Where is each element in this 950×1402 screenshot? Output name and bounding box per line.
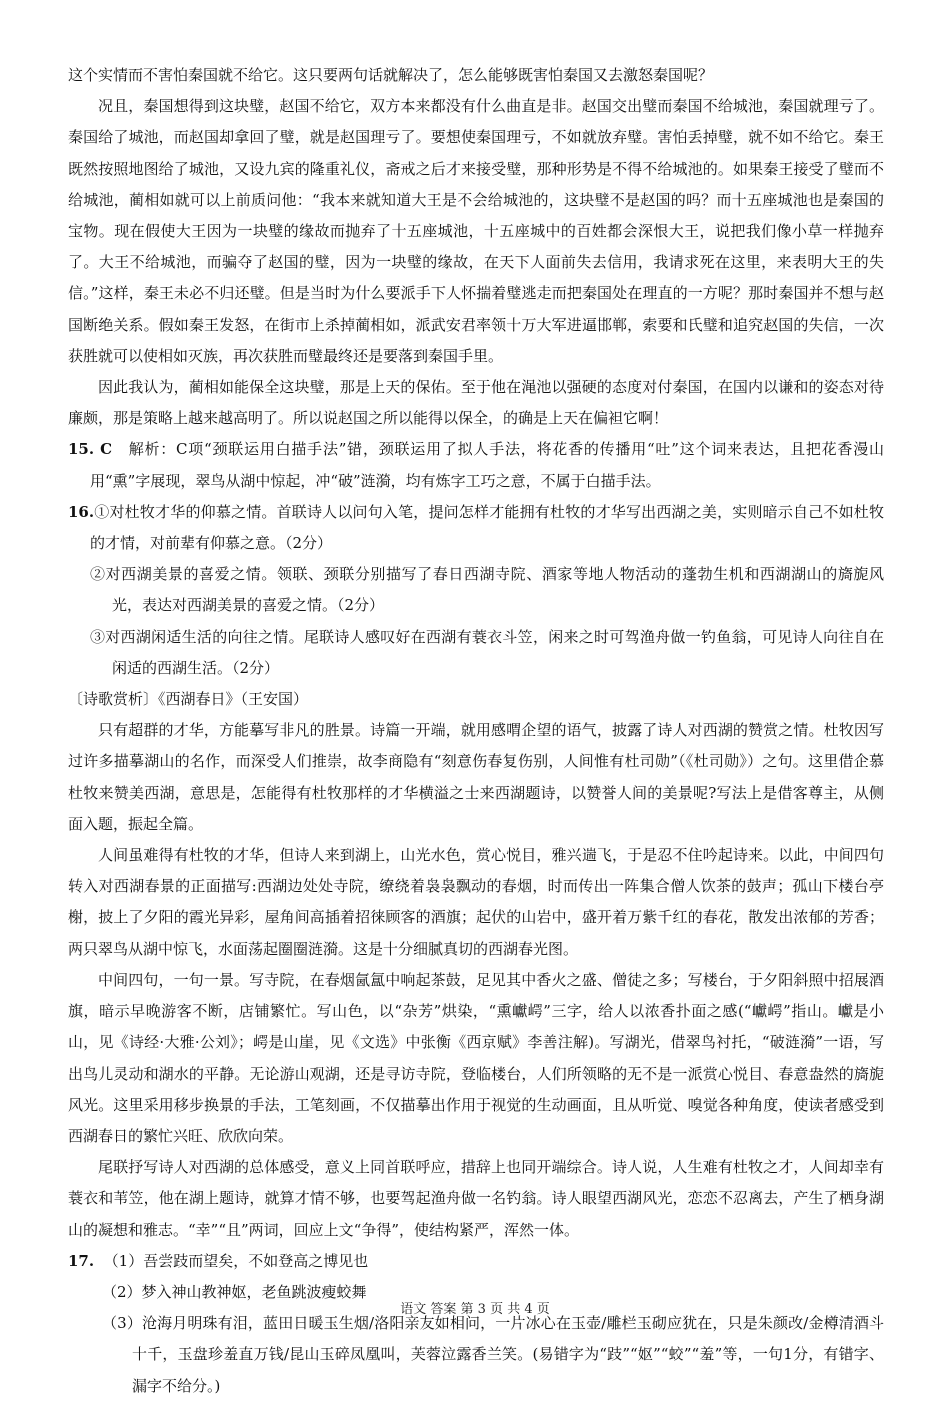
appreciation-paragraph-3: 中间四句，一句一景。写寺院，在春烟氤氲中响起茶鼓，足见其中香火之盛、僧徒之多；写楼台，于夕阳斜照中招展酒旗，暗示早晚游客不断，店铺繁忙。写山色，以“杂芳”烘染，“熏巘崿”三字，给人以浓香扑面之感(“巘崿”指山。巘是小山，见《诗经·大雅·公刘》；崿是山崖，见《文选》中张衡《西京赋》李善注解)。写湖光，借翠鸟衬托，“破涟漪”一语，写出鸟儿灵动和湖水的平静。无论游山观湖，还是寻访寺院，登临楼台，人们所领略的无不是一派赏心悦目、春意盎然的旖旎风光。这里采用移步换景的手法，工笔刻画，不仅描摹出作用于视觉的生动画面，且从听觉、嗅觉各种角度，使读者感受到西湖春日的繁忙兴旺、欣欣向荣。	[68, 970, 884, 1145]
answer-16-item-1: ①对杜牧才华的仰慕之情。首联诗人以问句入笔，提问怎样才能拥有杜牧的才华写出西湖之美，实则暗示自己不如杜牧的才情，对前辈有仰慕之意。（2分）	[90, 502, 884, 553]
appreciation-paragraph-1: 只有超群的才华，方能摹写非凡的胜景。诗篇一开端，就用感喟企望的语气，披露了诗人对西湖的赞赏之情。杜牧因写过许多描摹湖山的名作，而深受人们推崇，故李商隐有“刻意伤春复伤别，人间惟有杜司勋”（《杜司勋》）之句。这里借企慕杜牧来赞美西湖，意思是，怎能得有杜牧那样的才华横溢之士来西湖题诗，以赞誉人间的美景呢?写法上是借客尊主，从侧面入题，振起全篇。	[68, 721, 884, 833]
answer-page	[68, 60, 884, 1402]
question-number-16: 16.	[68, 502, 95, 521]
answer-17-header	[68, 1246, 884, 1277]
answer-17-item-2: （2）梦入神山教神妪，老鱼跳波瘦蛟舞	[102, 1282, 367, 1301]
appreciation-heading: 〔诗歌赏析〕《西湖春日》（王安国）	[68, 690, 309, 709]
page-footer: 语文 答案 第 3 页 共 4 页	[400, 1302, 550, 1317]
question-number-17: 17.	[68, 1251, 95, 1270]
answer-16-item-3: ③对西湖闲适生活的向往之情。尾联诗人感叹好在西湖有蓑衣斗笠，闲来之时可驾渔舟做一钓鱼翁，可见诗人向往自在闲适的西湖生活。（2分）	[90, 627, 884, 677]
answer-17-item-3: （3）沧海月明珠有泪，蓝田日暖玉生烟/洛阳亲友如相问，一片冰心在玉壶/雕栏玉砌应犹在，只是朱颜改/金樽清酒斗十千，玉盘珍羞直万钱/昆山玉碎凤凰叫，芙蓉泣露香兰笑。(易错字为“跂”“妪”“蛟”“羞”等，一句1分，有错字、漏字不给分。)	[102, 1314, 884, 1395]
paragraph-2: 况且，秦国想得到这块璧，赵国不给它，双方本来都没有什么曲直是非。赵国交出璧而秦国不给城池，秦国就理亏了。秦国给了城池，而赵国却拿回了璧，就是赵国理亏了。要想使秦国理亏，不如就放弃璧。害怕丢掉璧，就不如不给它。秦王既然按照地图给了城池，又设九宾的隆重礼仪，斋戒之后才来接受璧，那种形势是不得不给城池的。如果秦王接受了璧而不给城池，蔺相如就可以上前质问他：“我本来就知道大王是不会给城池的，这块璧不是赵国的吗？而十五座城池也是秦国的宝物。现在假使大王因为一块璧的缘故而抛弃了十五座城池，十五座城中的百姓都会深恨大王，说把我们像小草一样抛弃了。大王不给城池，而骗夺了赵国的璧，因为一块璧的缘故，在天下人面前失去信用，我请求死在这里，来表明大王的失信。”这样，秦王未必不归还璧。但是当时为什么要派手下人怀揣着璧逃走而把秦国处在理直的一方呢？那时秦国并不想与赵国断绝关系。假如秦王发怒，在街市上杀掉蔺相如，派武安君率领十万大军进逼邯郸，索要和氏璧和追究赵国的失信，一次获胜就可以使相如灭族，再次获胜而璧最终还是要落到秦国手里。	[68, 97, 884, 365]
paragraph-3: 因此我认为，蔺相如能保全这块璧，那是上天的保佑。至于他在渑池以强硬的态度对付秦国，在国内以谦和的姿态对待廉颇，那是策略上越来越高明了。所以说赵国之所以能得以保全，的确是上天在偏袒它啊！	[68, 378, 884, 428]
answer-17-item-1: （1）吾尝跂而望矣，不如登高之博见也	[103, 1251, 369, 1270]
answer-15	[68, 434, 884, 496]
paragraph-1: 这个实情而不害怕秦国就不给它。这只要两句话就解决了，怎么能够既害怕秦国又去激怒秦国呢？	[68, 66, 714, 84]
appreciation-paragraph-4: 尾联抒写诗人对西湖的总体感受，意义上同首联呼应，措辞上也同开端综合。诗人说，人生难有杜牧之才，人间却幸有蓑衣和苇笠，他在湖上题诗，就算才情不够，也要驾起渔舟做一名钓翁。诗人眼望西湖风光，恋恋不忍离去，产生了栖身湖山的凝想和雅志。“幸”“且”两词，回应上文“争得”，使结构紧严，浑然一体。	[68, 1158, 884, 1239]
appreciation-paragraph-2: 人间虽难得有杜牧的才华，但诗人来到湖上，山光水色，赏心悦目，雅兴遄飞，于是忍不住吟起诗来。以此，中间四句转入对西湖春景的正面描写:西湖边处处寺院，缭绕着袅袅飘动的春烟，时而传出一阵集合僧人饮茶的鼓声；孤山下楼台亭榭，披上了夕阳的霞光异彩，屋角间高插着招徕顾客的酒旗；起伏的山岩中，盛开着万紫千红的春花，散发出浓郁的芳香；两只翠鸟从湖中惊飞，水面荡起圈圈涟漪。这是十分细腻真切的西湖春光图。	[68, 846, 884, 958]
answer-16-item-2: ②对西湖美景的喜爱之情。领联、颈联分别描写了春日西湖寺院、酒家等地人物活动的蓬勃生机和西湖湖山的旖旎风光，表达对西湖美景的喜爱之情。（2分）	[90, 565, 884, 615]
answer-15-text: 解析：C项“颈联运用白描手法”错，颈联运用了拟人手法，将花香的传播用“吐”这个词来表达，且把花香漫山用“熏”字展现，翠鸟从湖中惊起，冲“破”涟漪，均有炼字工巧之意，不属于白描手法。	[90, 440, 884, 490]
question-number-15: 15. C	[68, 440, 113, 459]
answer-16-header	[68, 497, 884, 559]
